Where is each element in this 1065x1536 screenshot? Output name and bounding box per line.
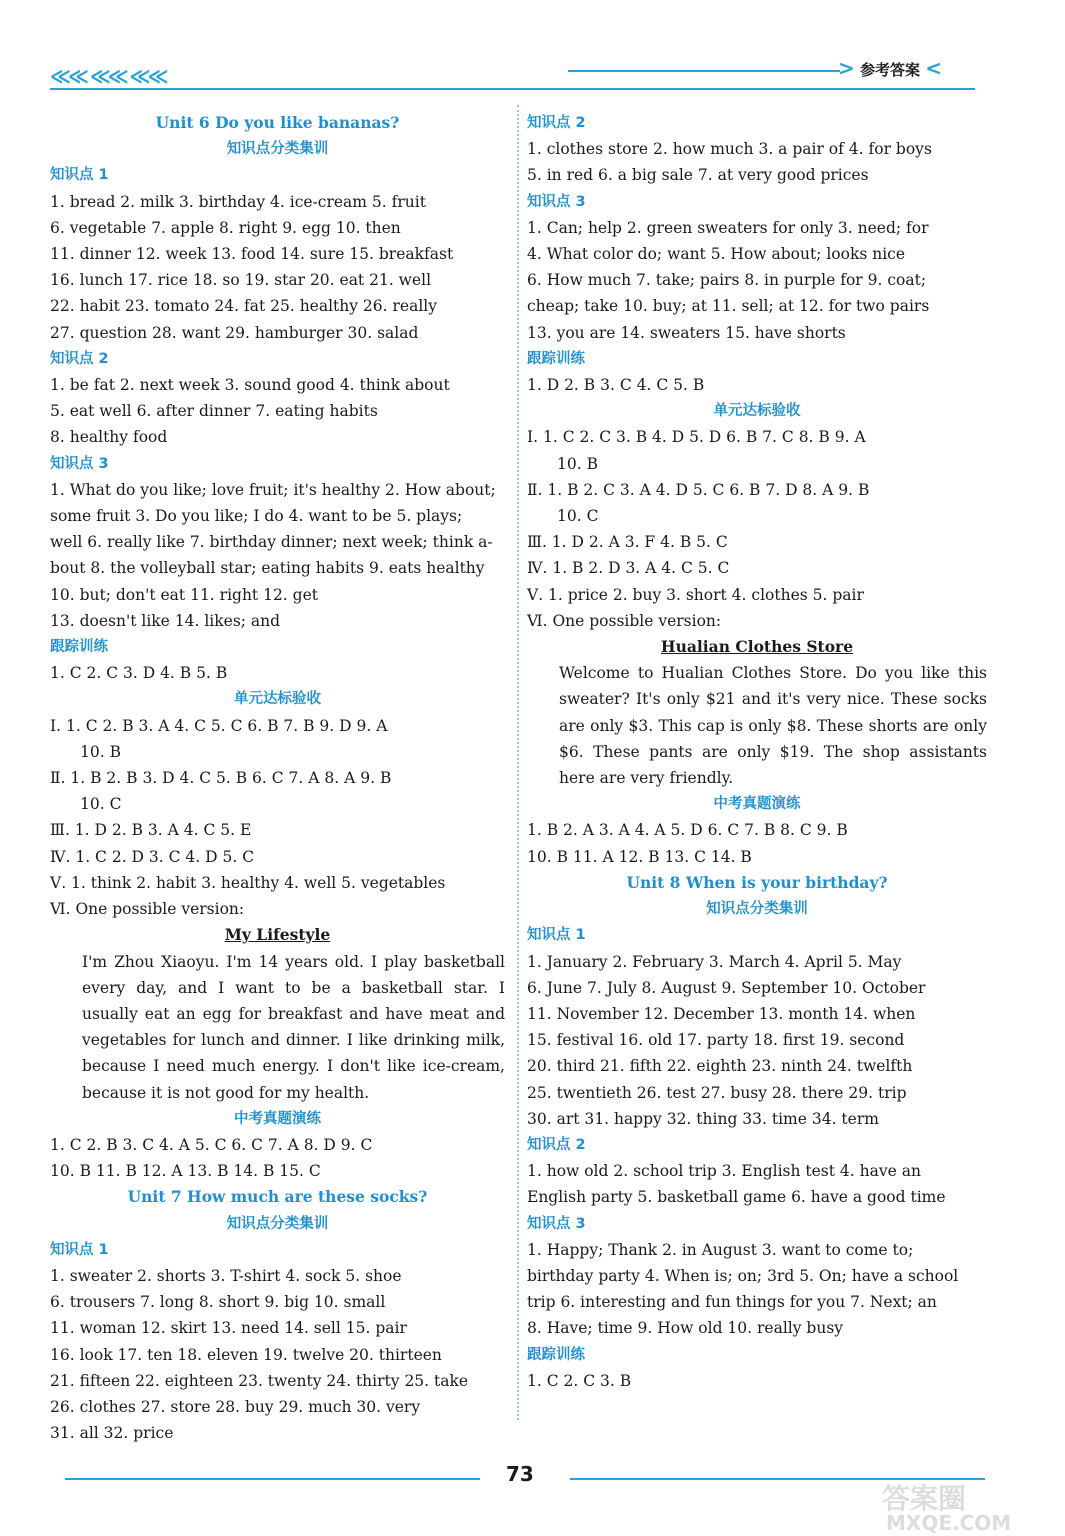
answer-line: 10. C: [557, 507, 599, 526]
answer-line: well 6. really like 7. birthday dinner; next week; think a-: [50, 533, 493, 552]
answer-line: 10. C: [80, 795, 122, 814]
answer-line: trip 6. interesting and fun things for you 7. Next; an: [527, 1293, 937, 1312]
answer-line: 1. C 2. B 3. C 4. A 5. C 6. C 7. A 8. D 9. C: [50, 1135, 373, 1154]
answer-line: some fruit 3. Do you like; I do 4. want to be 5. plays;: [50, 507, 463, 526]
section-heading: 知识点分类集训: [706, 901, 808, 918]
answer-line: 26. clothes 27. store 28. buy 29. much 30. very: [50, 1397, 421, 1416]
answer-line: 10. but; don't eat 11. right 12. get: [50, 585, 318, 604]
knowledge-point-label: 知识点 2: [50, 350, 109, 367]
answer-line: 16. lunch 17. rice 18. so 19. star 20. eat 21. well: [50, 271, 432, 290]
answer-line: 10. B 11. A 12. B 13. C 14. B: [527, 847, 752, 866]
answer-line: 20. third 21. fifth 22. eighth 23. ninth 24. twelfth: [527, 1057, 913, 1076]
answer-line: 10. B 11. B 12. A 13. B 14. B 15. C: [50, 1162, 321, 1181]
answer-line: cheap; take 10. buy; at 11. sell; at 12. for two pairs: [527, 297, 930, 316]
header-rule-upper: [568, 70, 840, 72]
answer-line: Ⅳ. 1. B 2. D 3. A 4. C 5. C: [527, 559, 730, 578]
section-heading: 单元达标验收: [234, 691, 321, 708]
knowledge-point-label: 跟踪训练: [527, 350, 585, 367]
answer-line: 4. What color do; want 5. How about; looks nice: [527, 245, 906, 264]
answer-line: 11. dinner 12. week 13. food 14. sure 15. breakfast: [50, 245, 454, 264]
answer-line: 1. Can; help 2. green sweaters for only 3. need; for: [527, 218, 929, 237]
answer-line: 1. D 2. B 3. C 4. C 5. B: [527, 376, 705, 395]
essay-title: My Lifestyle: [224, 925, 331, 945]
answer-line: 6. vegetable 7. apple 8. right 9. egg 10. then: [50, 218, 401, 237]
essay-paragraph: Welcome to Hualian Clothes Store. Do you like this sweater? It's only $21 and it's very nice. These socks are only $3. This cap is only $8. These shorts are only $6. These pants are only $19. The shop assistants here are very friendly.: [559, 664, 987, 788]
chevron-right-icon: >: [838, 56, 855, 80]
answer-line: 6. June 7. July 8. August 9. September 10. October: [527, 978, 926, 997]
section-tag: [838, 56, 942, 80]
knowledge-point-label: 知识点 2: [527, 115, 586, 131]
svg-text:MXQE.COM: MXQE.COM: [886, 1511, 1012, 1534]
answer-line: 1. Happy; Thank 2. in August 3. want to come to;: [527, 1240, 914, 1259]
section-heading: 知识点分类集训: [226, 1215, 329, 1232]
answer-line: 30. art 31. happy 32. thing 33. time 34. term: [527, 1109, 879, 1128]
knowledge-point-label: 知识点 1: [50, 167, 109, 184]
answer-line: birthday party 4. When is; on; 3rd 5. On; have a school: [527, 1266, 959, 1285]
answer-line: 1. B 2. A 3. A 4. A 5. D 6. C 7. B 8. C 9. B: [527, 821, 848, 840]
answer-line: 10. B: [557, 454, 598, 473]
answer-line: 11. November 12. December 13. month 14. when: [527, 1004, 916, 1023]
answer-line: 1. What do you like; love fruit; it's healthy 2. How about;: [50, 480, 496, 499]
knowledge-point-label: 知识点 1: [527, 927, 586, 944]
answer-line: Ⅱ. 1. B 2. C 3. A 4. D 5. C 6. B 7. D 8. A 9. B: [527, 480, 870, 499]
page-number: 73: [506, 1462, 534, 1486]
answer-line: 13. you are 14. sweaters 15. have shorts: [527, 323, 846, 342]
answer-line: 1. bread 2. milk 3. birthday 4. ice-cream 5. fruit: [50, 192, 426, 211]
answer-line: 11. woman 12. skirt 13. need 14. sell 15. pair: [50, 1319, 407, 1338]
unit-title: Unit 7 How much are these socks?: [127, 1187, 428, 1207]
answer-line: 8. healthy food: [50, 428, 168, 447]
answer-line: 1. how old 2. school trip 3. English test 4. have an: [527, 1162, 921, 1181]
chevron-left-icon: <: [925, 56, 943, 80]
answer-line: bout 8. the volleyball star; eating habits 9. eats healthy: [50, 559, 485, 578]
answer-line: Ⅲ. 1. D 2. A 3. F 4. B 5. C: [527, 533, 728, 552]
answer-line: Ⅱ. 1. B 2. B 3. D 4. C 5. B 6. C 7. A 8. A 9. B: [50, 769, 392, 788]
column-divider: [517, 105, 519, 1420]
knowledge-point-label: 知识点 2: [527, 1136, 586, 1153]
right-column: [527, 110, 987, 1394]
section-heading: 单元达标验收: [713, 403, 801, 420]
answer-line: 10. B: [80, 742, 121, 761]
page-header: [0, 0, 1065, 100]
header-rule: [50, 88, 975, 90]
knowledge-point-label: 知识点 3: [50, 455, 109, 472]
answer-line: Ⅵ. One possible version:: [527, 611, 722, 630]
answer-line: Ⅵ. One possible version:: [50, 900, 245, 919]
answer-line: 1. C 2. C 3. D 4. B 5. B: [50, 664, 228, 683]
answer-line: 1. clothes store 2. how much 3. a pair of 4. for boys: [527, 140, 932, 159]
answer-line: 21. fifteen 22. eighteen 23. twenty 24. thirty 25. take: [50, 1371, 469, 1390]
svg-text:答案圈: 答案圈: [882, 1482, 967, 1515]
answer-line: English party 5. basketball game 6. have a good time: [527, 1188, 946, 1207]
answer-line: 1. C 2. C 3. B: [527, 1371, 632, 1390]
footer-rule-left: [65, 1478, 480, 1480]
answer-line: 5. eat well 6. after dinner 7. eating habits: [50, 402, 378, 421]
unit-title: Unit 6 Do you like bananas?: [155, 113, 400, 132]
section-heading: 中考真题演练: [234, 1110, 321, 1127]
knowledge-point-label: 知识点 3: [527, 1215, 586, 1232]
section-heading: 中考真题演练: [713, 796, 801, 813]
section-tag-label: 参考答案: [860, 61, 921, 79]
answer-line: Ⅲ. 1. D 2. B 3. A 4. C 5. E: [50, 821, 252, 840]
answer-line: Ⅰ. 1. C 2. C 3. B 4. D 5. D 6. B 7. C 8. B 9. A: [527, 428, 866, 447]
answer-line: 1. sweater 2. shorts 3. T-shirt 4. sock 5. shoe: [50, 1266, 402, 1285]
answer-line: 8. Have; time 9. How old 10. really busy: [527, 1319, 844, 1338]
answer-line: 1. be fat 2. next week 3. sound good 4. think about: [50, 376, 450, 395]
knowledge-point-label: 跟踪训练: [50, 639, 108, 656]
answer-line: 27. question 28. want 29. hamburger 30. salad: [50, 323, 419, 342]
section-heading: 知识点分类集训: [226, 141, 329, 158]
essay-title: Hualian Clothes Store: [660, 637, 854, 657]
answer-line: Ⅴ. 1. price 2. buy 3. short 4. clothes 5. pair: [527, 585, 864, 604]
essay-paragraph: I'm Zhou Xiaoyu. I'm 14 years old. I play basketball every day, and I want to be a basketball star. I usually eat an egg for breakfast and have meat and vegetables for lunch and dinner. I like drinking milk, because I need much energy. I don't like ice-cream, because it is not good for my health.: [82, 952, 505, 1102]
answer-line: 5. in red 6. a big sale 7. at very good prices: [527, 166, 869, 185]
knowledge-point-label: 知识点 1: [50, 1241, 109, 1258]
answer-line: 16. look 17. ten 18. eleven 19. twelve 20. thirteen: [50, 1345, 442, 1364]
answer-line: 1. January 2. February 3. March 4. April 5. May: [527, 952, 902, 971]
knowledge-point-label: 跟踪训练: [527, 1346, 585, 1363]
answer-line: 15. festival 16. old 17. party 18. first 19. second: [527, 1031, 905, 1050]
answer-line: 22. habit 23. tomato 24. fat 25. healthy 26. really: [50, 297, 438, 316]
answer-line: 6. How much 7. take; pairs 8. in purple for 9. coat;: [527, 271, 927, 290]
answer-line: Ⅳ. 1. C 2. D 3. C 4. D 5. C: [50, 847, 255, 866]
answer-line: 6. trousers 7. long 8. short 9. big 10. small: [50, 1293, 386, 1312]
chevron-decoration-icon: ≪≪ ≪≪ ≪≪: [50, 64, 166, 88]
answer-line: Ⅰ. 1. C 2. B 3. A 4. C 5. C 6. B 7. B 9. D 9. A: [50, 716, 388, 735]
answer-line: 31. all 32. price: [50, 1424, 174, 1443]
left-column: [50, 110, 505, 1446]
answer-line: Ⅴ. 1. think 2. habit 3. healthy 4. well 5. vegetables: [50, 873, 446, 892]
knowledge-point-label: 知识点 3: [527, 193, 586, 210]
watermark-logo: [872, 1478, 1058, 1534]
unit-title: Unit 8 When is your birthday?: [626, 872, 888, 892]
answer-line: 25. twentieth 26. test 27. busy 28. there 29. trip: [527, 1083, 907, 1102]
answer-line: 13. doesn't like 14. likes; and: [50, 611, 281, 630]
